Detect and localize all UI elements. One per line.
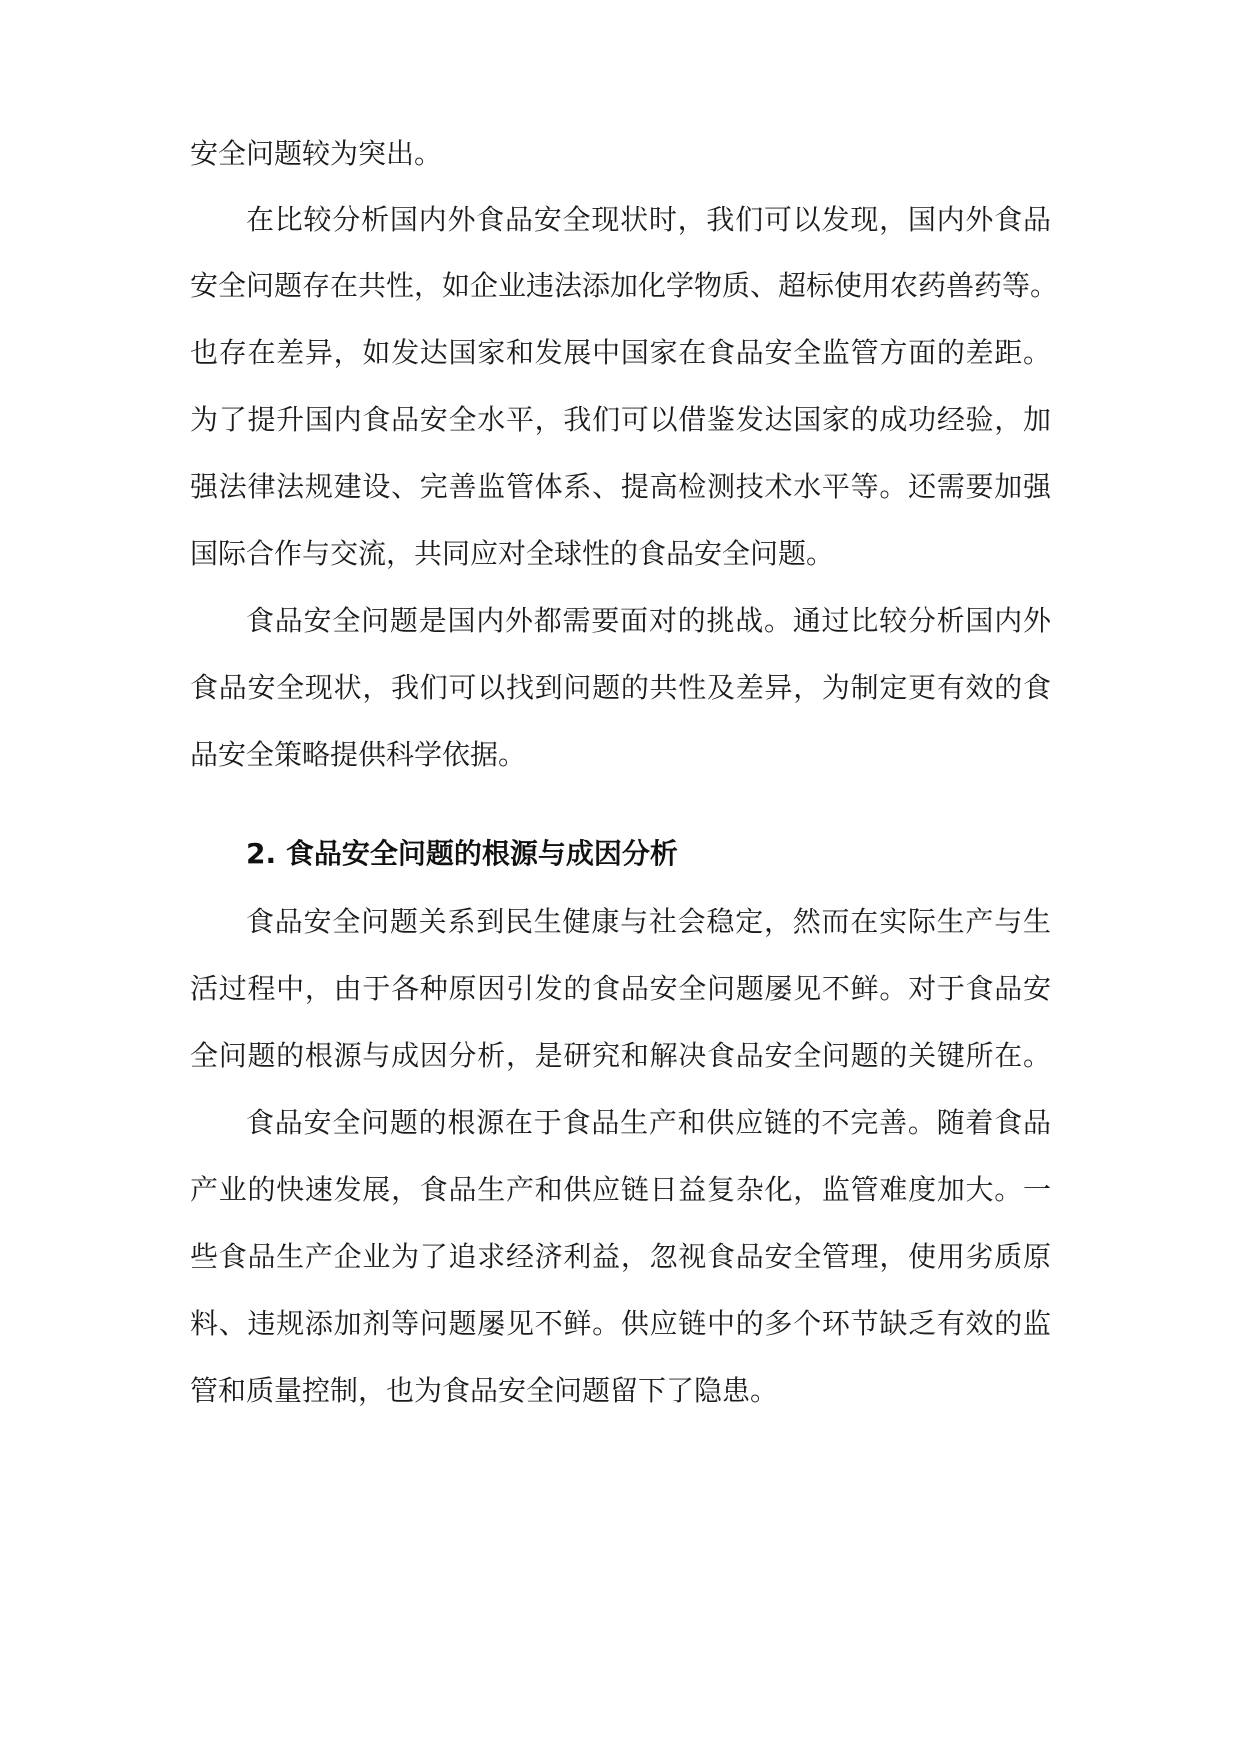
paragraph-line: 在比较分析国内外食品安全现状时，我们可以发现，国内外食品 bbox=[246, 203, 1051, 236]
paragraph-line: 食品安全问题的根源在于食品生产和供应链的不完善。随着食品 bbox=[246, 1106, 1051, 1139]
paragraph-line: 产业的快速发展，食品生产和供应链日益复杂化，监管难度加大。一 bbox=[190, 1173, 1051, 1206]
paragraph-line: 安全问题存在共性，如企业违法添加化学物质、超标使用农药兽药等。 bbox=[190, 269, 1059, 302]
paragraph-line: 料、违规添加剂等问题屡见不鲜。供应链中的多个环节缺乏有效的监 bbox=[190, 1307, 1051, 1340]
paragraph-line: 为了提升国内食品安全水平，我们可以借鉴发达国家的成功经验，加 bbox=[190, 403, 1051, 436]
paragraph-line: 也存在差异，如发达国家和发展中国家在食品安全监管方面的差距。 bbox=[190, 336, 1051, 369]
paragraph-line: 食品安全问题是国内外都需要面对的挑战。通过比较分析国内外 bbox=[246, 604, 1051, 637]
paragraph-line: 食品安全问题关系到民生健康与社会稳定，然而在实际生产与生 bbox=[246, 905, 1051, 938]
paragraph-line: 全问题的根源与成因分析，是研究和解决食品安全问题的关键所在。 bbox=[190, 1039, 1051, 1072]
paragraph-line: 活过程中，由于各种原因引发的食品安全问题屡见不鲜。对于食品安 bbox=[190, 972, 1051, 1005]
paragraph-line: 强法律法规建设、完善监管体系、提高检测技术水平等。还需要加强 bbox=[190, 470, 1051, 503]
section-heading: 2. 食品安全问题的根源与成因分析 bbox=[246, 837, 678, 870]
paragraph-line: 些食品生产企业为了追求经济利益，忽视食品安全管理，使用劣质原 bbox=[190, 1240, 1051, 1273]
paragraph-line: 安全问题较为突出。 bbox=[190, 137, 443, 170]
paragraph-line: 国际合作与交流，共同应对全球性的食品安全问题。 bbox=[190, 537, 835, 570]
paragraph-line: 食品安全现状，我们可以找到问题的共性及差异，为制定更有效的食 bbox=[190, 671, 1051, 704]
paragraph-line: 品安全策略提供科学依据。 bbox=[190, 738, 527, 771]
paragraph-line: 管和质量控制，也为食品安全问题留下了隐患。 bbox=[190, 1374, 779, 1407]
